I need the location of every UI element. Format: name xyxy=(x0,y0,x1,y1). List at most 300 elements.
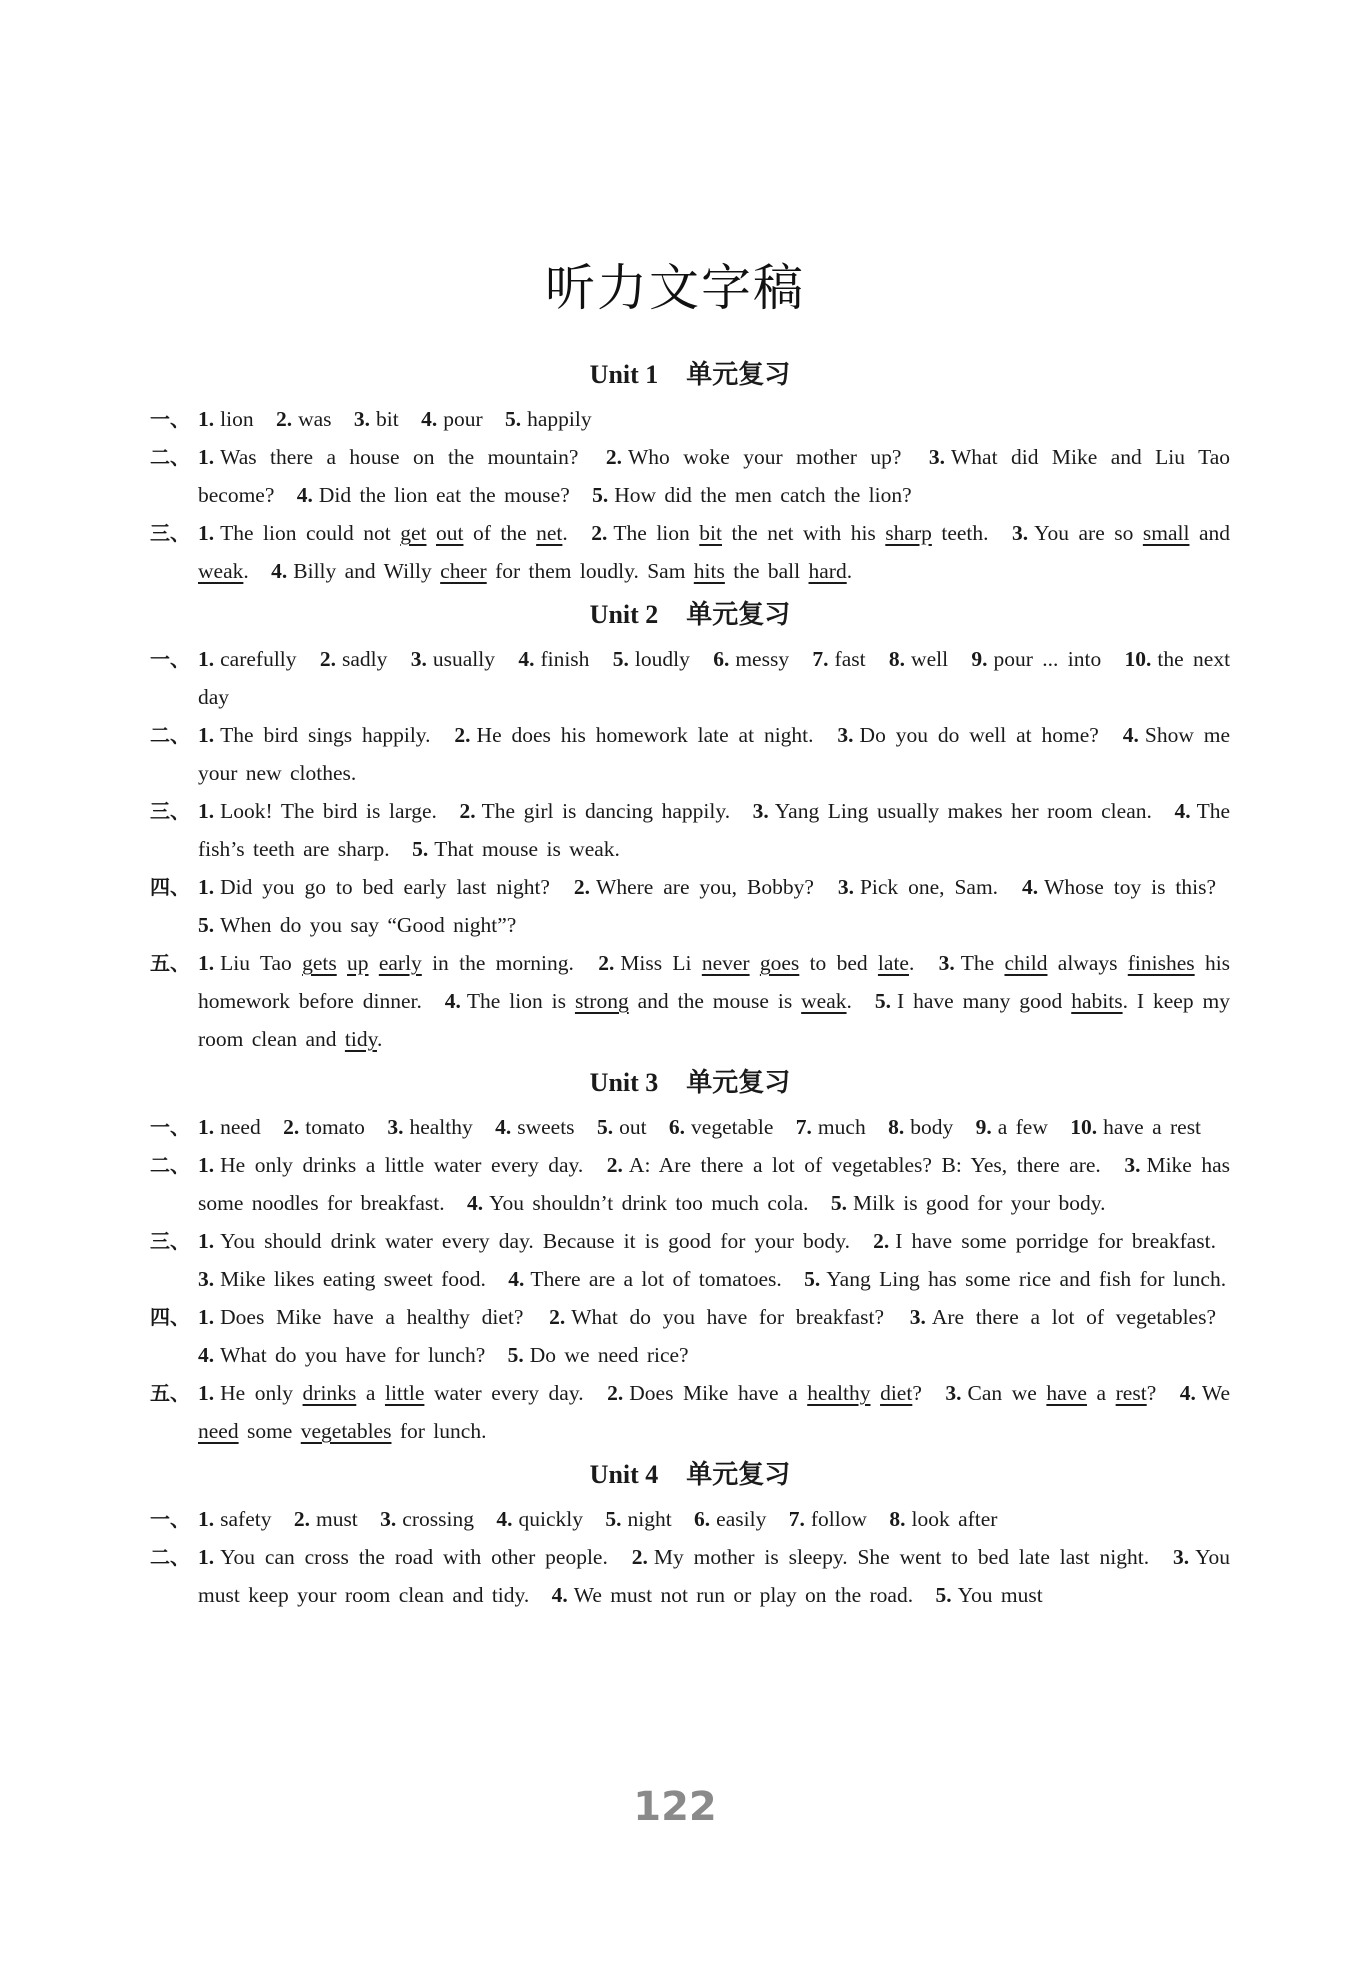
item-text: sadly xyxy=(342,647,388,671)
item-text: Milk is good for your body. xyxy=(853,1191,1106,1215)
item-text: How did the men catch the lion? xyxy=(614,483,912,507)
item-text: crossing xyxy=(402,1507,474,1531)
underlined-word: goes xyxy=(759,951,800,975)
item-number: 3. xyxy=(387,1115,404,1139)
item-number: 3. xyxy=(1124,1153,1141,1177)
item-text: . xyxy=(846,989,852,1013)
underlined-word: have xyxy=(1046,1381,1087,1405)
underlined-word: gets xyxy=(302,951,337,975)
underlined-word: net xyxy=(536,521,563,545)
exercise-item xyxy=(976,1115,1048,1139)
item-number: 10. xyxy=(1124,647,1152,671)
item-text: He only drinks a little water every day. xyxy=(220,1153,584,1177)
item-number: 7. xyxy=(788,1507,805,1531)
exercise-item xyxy=(294,1507,358,1531)
exercise-item xyxy=(613,647,690,671)
item-text xyxy=(750,951,760,975)
section-marker: 一、 xyxy=(150,1115,190,1139)
item-number: 3. xyxy=(938,951,955,975)
exercise-item xyxy=(454,723,813,747)
item-number: 3. xyxy=(752,799,769,823)
item-text: his homework before dinner. xyxy=(198,951,1231,1013)
exercise-item xyxy=(412,837,620,861)
item-text: The bird sings happily. xyxy=(220,723,431,747)
underlined-word: get xyxy=(400,521,427,545)
item-text: have a rest xyxy=(1103,1115,1202,1139)
item-text: the net with his xyxy=(721,521,886,545)
item-number: 1. xyxy=(198,647,215,671)
item-text: The lion is xyxy=(466,989,575,1013)
item-number: 1. xyxy=(198,1381,215,1405)
item-text: body xyxy=(910,1115,954,1139)
exercise-item xyxy=(380,1507,474,1531)
exercise-item xyxy=(198,1305,523,1329)
unit-title: Unit 2 xyxy=(589,600,659,629)
exercise-section xyxy=(150,1374,1230,1450)
item-number: 5. xyxy=(505,407,522,431)
section-marker: 一、 xyxy=(150,1507,190,1531)
exercise-item xyxy=(1070,1115,1201,1139)
exercise-section xyxy=(150,1298,1230,1374)
unit-heading xyxy=(150,590,1230,640)
item-number: 4. xyxy=(444,989,461,1013)
item-number: 1. xyxy=(198,1305,215,1329)
underlined-word: little xyxy=(384,1381,425,1405)
exercise-item xyxy=(198,913,516,937)
exercise-item xyxy=(888,1115,953,1139)
item-number: 2. xyxy=(605,445,622,469)
item-text: Mike likes eating sweet food. xyxy=(220,1267,486,1291)
item-number: 4. xyxy=(198,1343,215,1367)
item-number: 1. xyxy=(198,1153,215,1177)
item-number: 3. xyxy=(837,723,854,747)
item-number: 4. xyxy=(495,1115,512,1139)
item-text: You can cross the road with other people. xyxy=(220,1545,608,1569)
exercise-item xyxy=(198,723,431,747)
unit-label: 单元复习 xyxy=(686,360,791,390)
item-number: 2. xyxy=(459,799,476,823)
item-number: 2. xyxy=(598,951,615,975)
item-number: 5. xyxy=(592,483,609,507)
exercise-item xyxy=(467,1191,809,1215)
item-number: 3. xyxy=(198,1267,215,1291)
unit-title: Unit 1 xyxy=(589,360,659,389)
item-number: 5. xyxy=(412,837,429,861)
item-text: You are so xyxy=(1034,521,1143,545)
exercise-section xyxy=(150,1108,1230,1146)
underlined-word: out xyxy=(435,521,464,545)
item-text: pour xyxy=(443,407,483,431)
exercise-item xyxy=(505,407,592,431)
unit-label: 单元复习 xyxy=(686,1068,791,1098)
exercise-item xyxy=(1022,875,1216,899)
item-text: happily xyxy=(527,407,592,431)
exercise-item xyxy=(632,1545,1149,1569)
exercise-item xyxy=(694,1507,766,1531)
exercise-section xyxy=(150,1146,1230,1222)
item-text: must xyxy=(315,1507,358,1531)
exercise-item xyxy=(591,521,988,545)
item-text: sweets xyxy=(517,1115,575,1139)
exercise-item xyxy=(198,647,297,671)
exercise-item xyxy=(598,951,914,975)
item-text: The xyxy=(960,951,1005,975)
exercise-section xyxy=(150,1500,1230,1538)
item-text: The lion could not xyxy=(220,521,401,545)
underlined-word: child xyxy=(1004,951,1048,975)
item-text: . xyxy=(908,951,915,975)
exercise-item xyxy=(945,1381,1156,1405)
item-number: 2. xyxy=(549,1305,566,1329)
item-text: easily xyxy=(716,1507,767,1531)
item-text: water every day. xyxy=(424,1381,584,1405)
item-number: 1. xyxy=(198,445,215,469)
item-text: usually xyxy=(432,647,495,671)
exercise-item xyxy=(873,1229,1216,1253)
exercise-section xyxy=(150,868,1230,944)
exercise-item xyxy=(495,1115,574,1139)
exercise-item xyxy=(831,1191,1106,1215)
item-number: 3. xyxy=(1012,521,1029,545)
item-text: What do you have for lunch? xyxy=(220,1343,486,1367)
item-number: 2. xyxy=(606,1153,623,1177)
item-text: some xyxy=(238,1419,301,1443)
section-marker: 四、 xyxy=(150,1305,190,1329)
exercise-item xyxy=(198,875,550,899)
item-number: 1. xyxy=(198,1545,215,1569)
item-text: look after xyxy=(911,1507,998,1531)
item-text: Was there a house on the mountain? xyxy=(220,445,579,469)
unit-heading xyxy=(150,350,1230,400)
item-number: 4. xyxy=(518,647,535,671)
item-text: Mike has some noodles for breakfast. xyxy=(198,1153,1231,1215)
item-text: Are there a lot of vegetables? xyxy=(931,1305,1217,1329)
exercise-item xyxy=(198,521,568,545)
item-number: 3. xyxy=(928,445,945,469)
item-text: What did Mike and Liu Tao become? xyxy=(198,445,1230,507)
item-number: 1. xyxy=(198,723,215,747)
item-number: 1. xyxy=(198,1507,215,1531)
item-number: 1. xyxy=(198,521,215,545)
item-number: 8. xyxy=(889,1507,906,1531)
item-text: He only xyxy=(220,1381,303,1405)
item-text: safety xyxy=(220,1507,272,1531)
item-number: 4. xyxy=(1179,1381,1196,1405)
item-number: 2. xyxy=(631,1545,648,1569)
underlined-word: weak xyxy=(198,559,244,583)
exercise-item xyxy=(796,1115,866,1139)
item-text: Look! The bird is large. xyxy=(220,799,437,823)
item-text: The girl is dancing happily. xyxy=(481,799,731,823)
exercise-section xyxy=(150,1538,1230,1614)
exercise-item xyxy=(837,723,1098,747)
exercise-item xyxy=(271,559,852,583)
item-number: 1. xyxy=(198,1115,215,1139)
exercise-item xyxy=(910,1305,1216,1329)
section-marker: 四、 xyxy=(150,875,190,899)
underlined-word: weak xyxy=(801,989,847,1013)
item-number: 5. xyxy=(804,1267,821,1291)
item-text: You should drink water every day. Because it is good for your body. xyxy=(220,1229,850,1253)
underlined-word: finishes xyxy=(1127,951,1195,975)
item-text: quickly xyxy=(518,1507,583,1531)
exercise-section xyxy=(150,792,1230,868)
exercise-item xyxy=(496,1507,583,1531)
item-text: We must not run or play on the road. xyxy=(573,1583,914,1607)
item-text: fast xyxy=(834,647,866,671)
underlined-word: early xyxy=(378,951,422,975)
item-text: loudly xyxy=(634,647,690,671)
underlined-word: small xyxy=(1142,521,1190,545)
item-text: teeth. xyxy=(931,521,989,545)
item-number: 4. xyxy=(1174,799,1191,823)
exercise-item xyxy=(889,1507,997,1531)
item-number: 4. xyxy=(1122,723,1139,747)
item-number: 4. xyxy=(1021,875,1039,899)
section-marker: 二、 xyxy=(150,445,190,469)
exercise-item xyxy=(198,951,574,975)
item-text: Where are you, Bobby? xyxy=(596,875,814,899)
item-number: 4. xyxy=(496,1507,513,1531)
underlined-word: sharp xyxy=(885,521,932,545)
section-marker: 二、 xyxy=(150,723,190,747)
item-text: The lion xyxy=(613,521,700,545)
item-text: the next day xyxy=(198,647,1231,709)
item-text: He does his homework late at night. xyxy=(476,723,814,747)
item-text: a few xyxy=(997,1115,1048,1139)
section-marker: 一、 xyxy=(150,647,190,671)
exercise-section xyxy=(150,640,1230,716)
page-title: 听力文字稿 xyxy=(545,259,805,317)
item-number: 7. xyxy=(812,647,829,671)
item-text: a xyxy=(1086,1381,1116,1405)
item-text xyxy=(369,951,379,975)
item-text: Can we xyxy=(967,1381,1047,1405)
item-text: night xyxy=(627,1507,672,1531)
item-number: 6. xyxy=(694,1507,711,1531)
item-number: 2. xyxy=(591,521,608,545)
item-text: When do you say “Good night”? xyxy=(220,913,517,937)
exercise-item xyxy=(971,647,1101,671)
item-number: 7. xyxy=(795,1115,812,1139)
item-text: vegetable xyxy=(691,1115,774,1139)
item-number: 5. xyxy=(935,1583,952,1607)
exercise-item xyxy=(592,483,912,507)
item-number: 3. xyxy=(909,1305,926,1329)
item-text: Did you go to bed early last night? xyxy=(220,875,550,899)
exercise-item xyxy=(387,1115,472,1139)
item-number: 1. xyxy=(198,407,215,431)
item-text: You must xyxy=(957,1583,1043,1607)
item-number: 2. xyxy=(607,1381,624,1405)
item-text: You must keep your room clean and tidy. xyxy=(198,1545,1231,1607)
exercise-item xyxy=(421,407,483,431)
unit-label: 单元复习 xyxy=(686,600,791,630)
item-number: 5. xyxy=(507,1343,524,1367)
item-text: Who woke your mother up? xyxy=(627,445,902,469)
item-number: 8. xyxy=(888,647,906,671)
exercise-item xyxy=(198,1153,583,1177)
exercise-item xyxy=(935,1583,1042,1607)
item-number: 5. xyxy=(605,1507,622,1531)
exercise-item xyxy=(198,1343,485,1367)
item-number: 3. xyxy=(837,875,854,899)
item-number: 4. xyxy=(271,559,288,583)
item-number: 5. xyxy=(596,1115,614,1139)
item-text: Does Mike have a xyxy=(629,1381,808,1405)
exercise-item xyxy=(713,647,789,671)
exercise-item xyxy=(411,647,495,671)
underlined-word: diet xyxy=(880,1381,913,1405)
item-number: 2. xyxy=(275,407,293,431)
item-text: Does Mike have a healthy diet? xyxy=(220,1305,524,1329)
section-marker: 五、 xyxy=(150,951,190,975)
item-number: 1. xyxy=(198,951,215,975)
item-text: . xyxy=(376,1027,383,1051)
item-text: for lunch. xyxy=(391,1419,487,1443)
page-number: 122 xyxy=(633,1784,717,1830)
item-text: ? xyxy=(912,1381,922,1405)
exercise-item xyxy=(838,875,998,899)
item-text: The fish’s teeth are sharp. xyxy=(198,799,1231,861)
underlined-word: hard xyxy=(808,559,847,583)
item-number: 1. xyxy=(198,1229,215,1253)
exercise-item xyxy=(283,1115,365,1139)
item-number: 1. xyxy=(198,875,215,899)
item-number: 2. xyxy=(283,1115,300,1139)
underlined-word: never xyxy=(701,951,750,975)
exercise-item xyxy=(198,1545,608,1569)
item-text: and the mouse is xyxy=(628,989,802,1013)
unit-heading xyxy=(150,1450,1230,1500)
item-number: 3. xyxy=(945,1381,962,1405)
item-number: 2. xyxy=(873,1229,890,1253)
item-text: Did the lion eat the mouse? xyxy=(318,483,570,507)
exercise-item xyxy=(574,875,814,899)
exercise-item xyxy=(889,647,948,671)
item-number: 2. xyxy=(319,647,336,671)
item-number: 1. xyxy=(198,799,215,823)
underlined-word: late xyxy=(877,951,909,975)
item-number: 2. xyxy=(293,1507,310,1531)
underlined-word: vegetables xyxy=(300,1419,392,1443)
section-marker: 三、 xyxy=(150,521,190,545)
exercise-section xyxy=(150,716,1230,792)
unit-heading xyxy=(150,1058,1230,1108)
item-text: a xyxy=(356,1381,385,1405)
item-text: What do you have for breakfast? xyxy=(571,1305,885,1329)
item-number: 3. xyxy=(410,647,427,671)
section-marker: 五、 xyxy=(150,1381,190,1405)
item-text: well xyxy=(911,647,949,671)
exercise-item xyxy=(198,1267,486,1291)
exercise-section xyxy=(150,944,1230,1058)
item-text: . xyxy=(846,559,853,583)
exercise-item xyxy=(198,799,437,823)
exercise-item xyxy=(804,1267,1226,1291)
exercise-item xyxy=(607,1381,922,1405)
exercise-item xyxy=(297,483,570,507)
item-text: tomato xyxy=(305,1115,365,1139)
item-text: Do you do well at home? xyxy=(859,723,1099,747)
item-text: of the xyxy=(463,521,537,545)
exercise-item xyxy=(669,1115,774,1139)
item-text: to bed xyxy=(799,951,878,975)
item-text: much xyxy=(817,1115,866,1139)
item-text: Yang Ling usually makes her room clean. xyxy=(774,799,1152,823)
item-text xyxy=(426,521,436,545)
item-text: healthy xyxy=(409,1115,473,1139)
exercise-item xyxy=(518,647,589,671)
underlined-word: healthy xyxy=(807,1381,871,1405)
unit-title: Unit 4 xyxy=(589,1460,659,1489)
underlined-word: cheer xyxy=(440,559,487,583)
item-number: 6. xyxy=(713,647,730,671)
item-number: 4. xyxy=(467,1191,484,1215)
exercise-item xyxy=(276,407,332,431)
transcript-content xyxy=(150,350,1230,1614)
exercise-section xyxy=(150,514,1230,590)
item-number: 3. xyxy=(353,407,371,431)
item-text: Show me your new clothes. xyxy=(198,723,1231,785)
item-text: bit xyxy=(376,407,399,431)
item-number: 3. xyxy=(380,1507,397,1531)
item-text: We xyxy=(1201,1381,1231,1405)
item-number: 5. xyxy=(874,989,891,1013)
section-marker: 三、 xyxy=(150,799,190,823)
item-text: need xyxy=(220,1115,261,1139)
item-text: for them loudly. Sam xyxy=(486,559,694,583)
item-number: 4. xyxy=(508,1267,525,1291)
section-marker: 二、 xyxy=(150,1153,190,1177)
item-number: 6. xyxy=(668,1115,686,1139)
item-text: always xyxy=(1047,951,1128,975)
item-number: 4. xyxy=(296,483,313,507)
exercise-item xyxy=(508,1343,689,1367)
exercise-item xyxy=(605,1507,671,1531)
item-text: . I keep my room clean and xyxy=(198,989,1230,1051)
item-text: Whose toy is this? xyxy=(1044,875,1217,899)
section-marker: 三、 xyxy=(150,1229,190,1253)
item-text: My mother is sleepy. She went to bed late last night. xyxy=(653,1545,1150,1569)
exercise-item xyxy=(508,1267,782,1291)
item-text: ? xyxy=(1146,1381,1157,1405)
item-number: 10. xyxy=(1070,1115,1098,1139)
item-number: 9. xyxy=(971,647,988,671)
item-text: pour ... into xyxy=(993,647,1102,671)
item-text: follow xyxy=(810,1507,867,1531)
exercise-item xyxy=(198,1115,261,1139)
exercise-item xyxy=(460,799,731,823)
underlined-word: strong xyxy=(574,989,629,1013)
item-text: Miss Li xyxy=(620,951,702,975)
exercise-item xyxy=(753,799,1152,823)
item-text: . xyxy=(243,559,249,583)
underlined-word: tidy xyxy=(344,1027,377,1051)
item-number: 3. xyxy=(1173,1545,1190,1569)
unit-title: Unit 3 xyxy=(589,1068,659,1097)
section-marker: 二、 xyxy=(150,1545,190,1569)
item-text: finish xyxy=(540,647,590,671)
underlined-word: habits xyxy=(1071,989,1123,1013)
item-text xyxy=(871,1381,881,1405)
section-marker: 一、 xyxy=(150,407,190,431)
exercise-item xyxy=(198,1507,271,1531)
underlined-word: rest xyxy=(1115,1381,1147,1405)
item-text: . xyxy=(562,521,568,545)
item-text: Billy and Willy xyxy=(293,559,441,583)
item-text: Pick one, Sam. xyxy=(859,875,999,899)
